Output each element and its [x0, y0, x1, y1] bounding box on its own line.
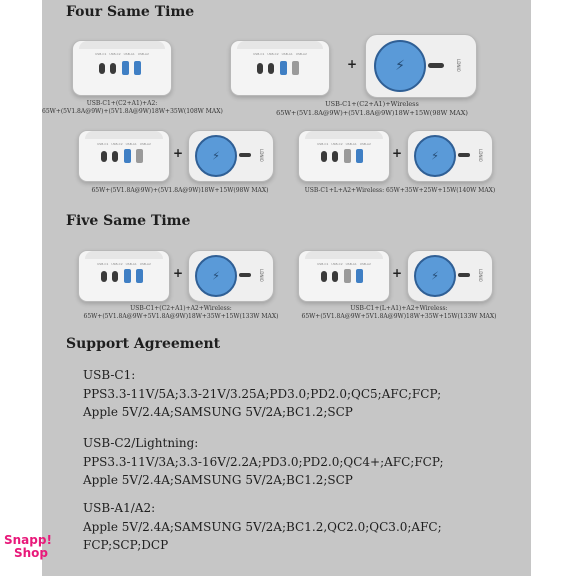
wireless-pad-image: ⚡ LDNIO — [365, 34, 477, 98]
plus-sign: + — [392, 146, 403, 160]
bolt-icon: ⚡ — [212, 269, 220, 283]
spec-usb-a1-a2 — [83, 499, 442, 555]
spec-line: Apple 5V/2.4A;SAMSUNG 5V/2A;BC1.2;SCP — [83, 405, 353, 419]
spec-line: PPS3.3-11V/3A;3.3-16V/2.2A;PD3.0;PD2.0;QC4+;AFC;FCP; — [83, 454, 444, 469]
spec-title: USB-C2/Lightning: — [83, 436, 199, 450]
caption-combo-6: USB-C1+(L+A1)+A2+Wireless: 65W+(5V1.8A@9W+5V1.8A@9W)18W+35W+15W(133W MAX) — [301, 305, 497, 320]
charger-image: USB-C1 USB-C2 USB-A1 USB-A2 — [298, 250, 390, 302]
charger-image: USB-C1 USB-C2 USB-A1 USB-A2 — [230, 40, 330, 96]
plus-sign: + — [347, 57, 358, 71]
wireless-pad-image: ⚡ LDNIO — [407, 250, 493, 302]
bolt-icon: ⚡ — [212, 149, 220, 163]
plus-sign: + — [173, 146, 184, 160]
charger-image: USB-C1 USB-C2 USB-A1 USB-A2 — [78, 250, 170, 302]
caption-combo-5: USB-C1+(C2+A1)+A2+Wireless: 65W+(5V1.8A@9W+5V1.8A@9W)18W+35W+15W(133W MAX) — [83, 305, 279, 320]
spec-line: Apple 5V/2.4A;SAMSUNG 5V/2A;BC1.2,QC2.0;QC3.0;AFC; — [83, 519, 442, 534]
spec-title: USB-A1/A2: — [83, 501, 156, 515]
spec-usb-c1 — [83, 366, 441, 422]
wireless-pad-image: ⚡ LDNIO — [188, 250, 274, 302]
spec-line: Apple 5V/2.4A;SAMSUNG 5V/2A;BC1.2;SCP — [83, 473, 353, 487]
product-info-panel — [42, 0, 531, 576]
spec-usb-c2-lightning — [83, 434, 444, 490]
bolt-icon: ⚡ — [431, 269, 439, 283]
logo-line-2: Shop — [14, 546, 49, 560]
charger-image: USB-C1 USB-C2 USB-A1 USB-A2 — [298, 130, 390, 182]
charger-image: USB-C1 USB-C2 USB-A1 USB-A2 — [78, 130, 170, 182]
usb-a1-port — [122, 61, 129, 75]
bolt-icon: ⚡ — [431, 149, 439, 163]
spec-line: PPS3.3-11V/5A;3.3-21V/3.25A;PD3.0;PD2.0;QC5;AFC;FCP; — [83, 386, 442, 401]
charger-image: USB-C1 USB-C2 USB-A1 USB-A2 — [72, 40, 172, 96]
usb-c2-port — [110, 63, 116, 74]
usb-c1-port — [99, 63, 105, 74]
logo-line-1: Snapp! — [4, 533, 52, 547]
usb-a2-port — [134, 61, 141, 75]
bolt-icon: ⚡ — [395, 58, 405, 74]
caption-combo-3: 65W+(5V1.8A@9W)+(5V1.8A@9W)18W+15W(98W MAX) — [91, 187, 269, 194]
wireless-pad-image: ⚡ LDNIO — [407, 130, 493, 182]
caption-combo-2: USB-C1+(C2+A1)+Wireless 65W+(5V1.8A@9W)+(5V1.8A@9W)18W+15W(98W MAX) — [276, 100, 468, 117]
spec-title: USB-C1: — [83, 368, 136, 382]
heading-five-same-time: Five Same Time — [66, 213, 191, 229]
caption-combo-1: USB-C1+(C2+A1)+A2: 65W+(5V1.8A@9W)+(5V1.8A@9W)18W+35W(108W MAX) — [42, 100, 223, 115]
plus-sign: + — [392, 266, 403, 280]
plus-sign: + — [173, 266, 184, 280]
snappshop-logo — [4, 534, 66, 560]
heading-four-same-time: Four Same Time — [66, 4, 195, 20]
caption-combo-4: USB-C1+L+A2+Wireless: 65W+35W+25W+15W(140W MAX) — [304, 187, 496, 194]
spec-line: FCP;SCP;DCP — [83, 538, 169, 552]
wireless-pad-image: ⚡ LDNIO — [188, 130, 274, 182]
heading-support-agreement: Support Agreement — [66, 336, 221, 352]
